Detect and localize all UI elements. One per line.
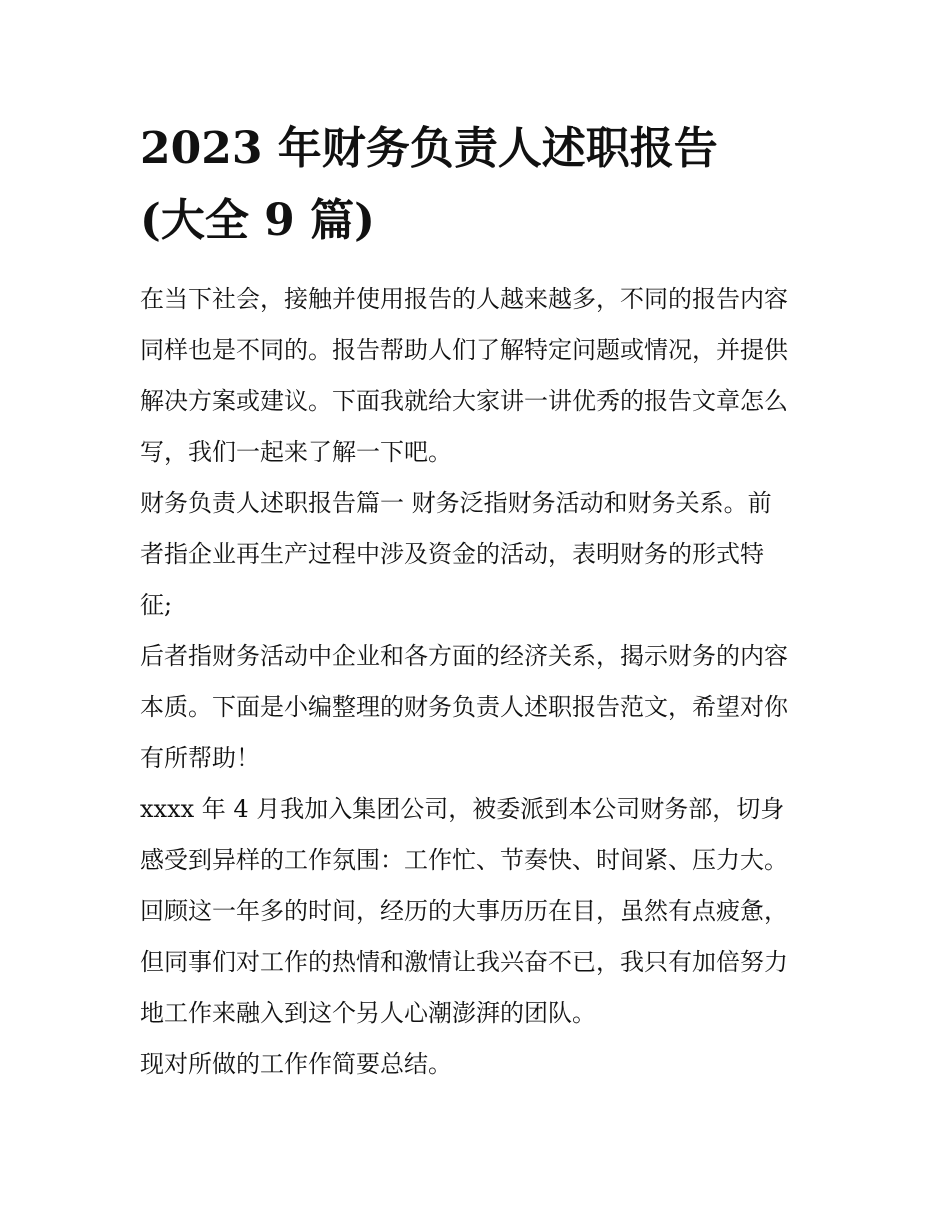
document-body (140, 274, 812, 1090)
text-line: 写，我们一起来了解一下吧。 (140, 438, 452, 466)
paragraph-experience (140, 784, 812, 1039)
text-line: 财务负责人述职报告篇一 财务泛指财务活动和财务关系。前 (140, 489, 772, 517)
title-line: (大全 9 篇) (140, 195, 375, 246)
title-line: 2023 年财务负责人述职报告 (140, 123, 718, 174)
text-line: 但同事们对工作的热情和激情让我兴奋不已，我只有加倍努力 (140, 948, 788, 976)
text-line: 解决方案或建议。下面我就给大家讲一讲优秀的报告文章怎么 (140, 387, 788, 415)
text-line: 同样也是不同的。报告帮助人们了解特定问题或情况，并提供 (140, 336, 788, 364)
text-line: 现对所做的工作作简要总结。 (140, 1050, 452, 1078)
text-line: 征; (140, 591, 173, 619)
text-line: 地工作来融入到这个另人心潮澎湃的团队。 (140, 999, 596, 1027)
text-line: 后者指财务活动中企业和各方面的经济关系，揭示财务的内容 (140, 642, 788, 670)
text-line: 有所帮助！ (140, 744, 260, 772)
text-line: xxxx 年 4 月我加入集团公司，被委派到本公司财务部，切身 (140, 795, 785, 823)
paragraph-summary (140, 1039, 812, 1090)
text-line: 本质。下面是小编整理的财务负责人述职报告范文，希望对你 (140, 693, 788, 721)
paragraph-nature (140, 631, 812, 784)
text-line: 者指企业再生产过程中涉及资金的活动，表明财务的形式特 (140, 540, 764, 568)
text-line: 在当下社会，接触并使用报告的人越来越多，不同的报告内容 (140, 285, 788, 313)
text-line: 回顾这一年多的时间，经历的大事历历在目，虽然有点疲惫， (140, 897, 788, 925)
document-page (140, 0, 812, 1090)
text-line: 感受到异样的工作氛围：工作忙、节奏快、时间紧、压力大。 (140, 846, 788, 874)
document-title (140, 0, 812, 252)
paragraph-section-one (140, 478, 812, 631)
paragraph-intro (140, 274, 812, 478)
